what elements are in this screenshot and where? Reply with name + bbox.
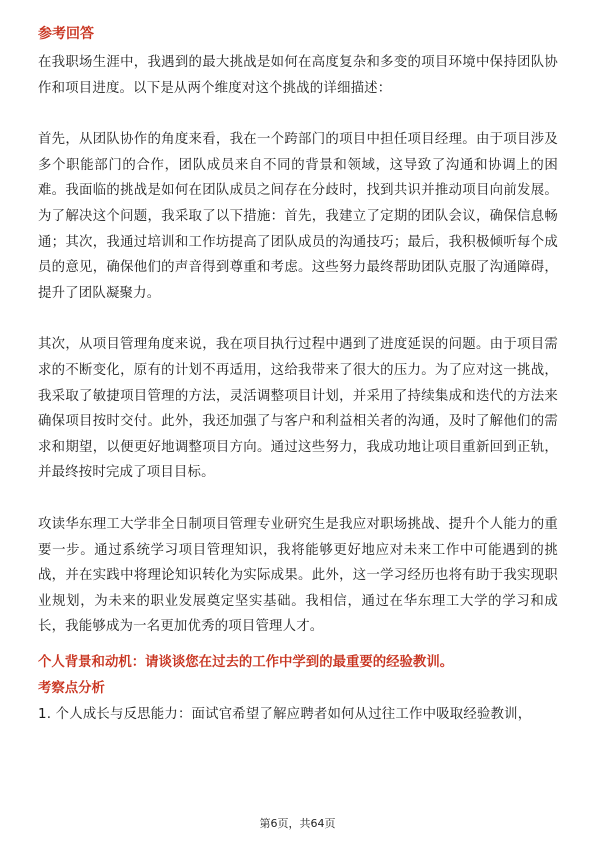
paragraph-graduate-study: 攻读华东理工大学非全日制项目管理专业研究生是我应对职场挑战、提升个人能力的重要一步。通过系统学习项目管理知识，我将能够更好地应对未来工作中可能遇到的挑战，并在实践中将理论知识转化为实际成果。此外，这一学习经历也将有助于我实现职业规划，为未来的职业发展奠定坚实基础。我相信，通过在华东理工大学的学习和成长，我能够成为一名更加优秀的项目管理人才。	[38, 516, 558, 635]
page-footer: 第6页，共64页	[259, 817, 336, 830]
paragraph-gap	[38, 101, 558, 127]
paragraph-project-management: 其次，从项目管理角度来说，我在项目执行过程中遇到了进度延误的问题。由于项目需求的不断变化，原有的计划不再适用，这给我带来了很大的压力。为了应对这一挑战，我采取了敏捷项目管理的方法，灵活调整项目计划，并采用了持续集成和迭代的方法来确保项目按时交付。此外，我还加强了与客户和利益相关者的沟通，及时了解他们的需求和期望，以便更好地调整项目方向。通过这些努力，我成功地让项目重新回到正轨，并最终按时完成了项目目标。	[38, 337, 558, 481]
answer-heading: 参考回答	[38, 26, 94, 42]
paragraph-intro: 在我职场生涯中，我遇到的最大挑战是如何在高度复杂和多变的项目环境中保持团队协作和项目进度。以下是从两个维度对这个挑战的详细描述：	[38, 55, 558, 96]
paragraph-gap	[38, 486, 558, 512]
document-body	[38, 24, 558, 727]
analysis-item-1: 1. 个人成长与反思能力：面试官希望了解应聘者如何从过往工作中吸取经验教训，	[38, 706, 532, 722]
paragraph-team-collaboration: 首先，从团队协作的角度来看，我在一个跨部门的项目中担任项目经理。由于项目涉及多个职能部门的合作，团队成员来自不同的背景和领域，这导致了沟通和协调上的困难。我面临的挑战是如何在团队成员之间存在分歧时，找到共识并推动项目向前发展。为了解决这个问题，我采取了以下措施：首先，我建立了定期的团队会议，确保信息畅通；其次，我通过培训和工作坊提高了团队成员的沟通技巧；最后，我积极倾听每个成员的意见，确保他们的声音得到尊重和考虑。这些努力最终帮助团队克服了沟通障碍，提升了团队凝聚力。	[38, 132, 558, 301]
analysis-heading: 考察点分析	[38, 680, 105, 696]
question-heading: 个人背景和动机：请谈谈您在过去的工作中学到的最重要的经验教训。	[38, 654, 454, 670]
paragraph-gap	[38, 306, 558, 332]
